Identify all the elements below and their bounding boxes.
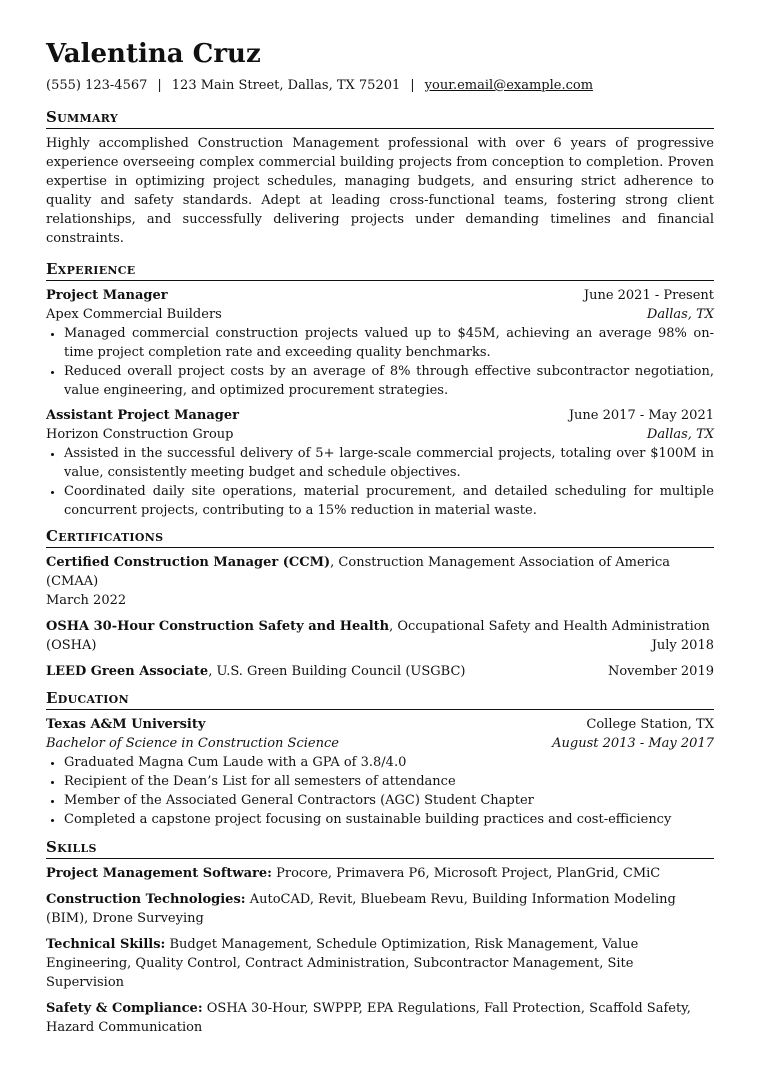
cert-date: July 2018 (651, 638, 714, 653)
cert-issuer: , Occupational Safety and Health Administration (OSHA) (46, 619, 710, 653)
job-role: Project Manager (46, 288, 168, 303)
candidate-name: Valentina Cruz (46, 39, 261, 69)
summary-section (46, 107, 714, 248)
cert-entry (46, 553, 714, 610)
bullet-item: • Completed a capstone project focusing on sustainable building practices and cost-efficiency (64, 810, 714, 829)
school-location: College Station, TX (586, 717, 714, 732)
education-dates: August 2013 - May 2017 (552, 736, 714, 751)
email-link[interactable]: your.email@example.com (424, 78, 594, 93)
skill-value: Budget Management, Schedule Optimization, Risk Management, Value Engineering, Quality Control, Contract Administration, Subcontractor Management, Site Supervision (46, 937, 639, 990)
summary-text: Highly accomplished Construction Management professional with over 6 years of progressive experience overseeing complex commercial building projects from conception to completion. Proven expertise in optimizing project schedules, managing budgets, and ensuring strict adherence to quality and safety standards. Adept at leading cross-functional teams, fostering strong client relationships, and successfully delivering projects under demanding timelines and financial constraints. (46, 136, 714, 246)
cert-date: March 2022 (46, 593, 127, 608)
skill-entry (46, 864, 714, 883)
bullet-item: • Recipient of the Dean’s List for all semesters of attendance (64, 772, 714, 791)
bullet-item: • Coordinated daily site operations, material procurement, and detailed scheduling for multiple concurrent projects, contributing to a 15% reduction in material waste. (64, 482, 714, 520)
section-title-experience: Experience (46, 259, 714, 281)
address: 123 Main Street, Dallas, TX 75201 (171, 78, 401, 93)
skill-label: Safety & Compliance: (46, 1001, 203, 1016)
phone: (555) 123-4567 (46, 78, 148, 93)
cert-entry (46, 617, 714, 655)
job-role: Assistant Project Manager (46, 408, 240, 423)
skill-value: Procore, Primavera P6, Microsoft Project, PlanGrid, CMiC (271, 866, 661, 881)
separator: | (410, 78, 415, 93)
separator: | (157, 78, 162, 93)
skill-label: Construction Technologies: (46, 892, 246, 907)
cert-name: OSHA 30-Hour Construction Safety and Health (46, 619, 390, 634)
section-title-certifications: Certifications (46, 526, 714, 548)
bullet-item: • Graduated Magna Cum Laude with a GPA of 3.8/4.0 (64, 753, 714, 772)
cert-name: LEED Green Associate (46, 664, 209, 679)
job-entry (46, 406, 714, 520)
bullet-item: • Reduced overall project costs by an average of 8% through effective subcontractor negotiation, value engineering, and optimized procurement strategies. (64, 362, 714, 400)
degree: Bachelor of Science in Construction Science (46, 736, 339, 751)
education-bullets (46, 753, 714, 829)
school-name: Texas A&M University (46, 717, 206, 732)
job-company: Apex Commercial Builders (46, 307, 222, 322)
cert-entry (46, 662, 714, 681)
skill-label: Technical Skills: (46, 937, 166, 952)
cert-name: Certified Construction Manager (CCM) (46, 555, 331, 570)
skill-label: Project Management Software: (46, 866, 272, 881)
job-dates: June 2017 - May 2021 (568, 408, 714, 423)
cert-issuer: , U.S. Green Building Council (USGBC) (208, 664, 466, 679)
cert-date: November 2019 (607, 664, 714, 679)
job-location: Dallas, TX (646, 307, 714, 322)
bullet-item: • Assisted in the successful delivery of 5+ large-scale commercial projects, totaling over $100M in value, consistently meeting budget and schedule objectives. (64, 444, 714, 482)
certifications-section (46, 526, 714, 681)
job-location: Dallas, TX (646, 427, 714, 442)
skills-section (46, 837, 714, 1037)
job-bullets (46, 444, 714, 520)
section-title-education: Education (46, 688, 714, 710)
job-entry (46, 286, 714, 400)
skill-entry (46, 890, 714, 928)
contact-line (46, 76, 714, 95)
bullet-item: • Managed commercial construction projects valued up to $45M, achieving an average 98% on-time project completion rate and exceeding quality benchmarks. (64, 324, 714, 362)
job-dates: June 2021 - Present (583, 288, 714, 303)
job-bullets (46, 324, 714, 400)
skill-entry (46, 999, 714, 1037)
cert-issuer: , Construction Management Association of America (CMAA) (46, 555, 671, 589)
section-title-skills: Skills (46, 837, 714, 859)
skill-value: AutoCAD, Revit, Bluebeam Revu, Building Information Modeling (BIM), Drone Surveying (46, 892, 676, 926)
experience-section (46, 259, 714, 520)
job-company: Horizon Construction Group (46, 427, 234, 442)
education-section (46, 688, 714, 829)
section-title-summary: Summary (46, 107, 714, 129)
skill-entry (46, 935, 714, 992)
bullet-item: • Member of the Associated General Contractors (AGC) Student Chapter (64, 791, 714, 810)
skill-value: OSHA 30-Hour, SWPPP, EPA Regulations, Fall Protection, Scaffold Safety, Hazard Communication (46, 1001, 691, 1035)
